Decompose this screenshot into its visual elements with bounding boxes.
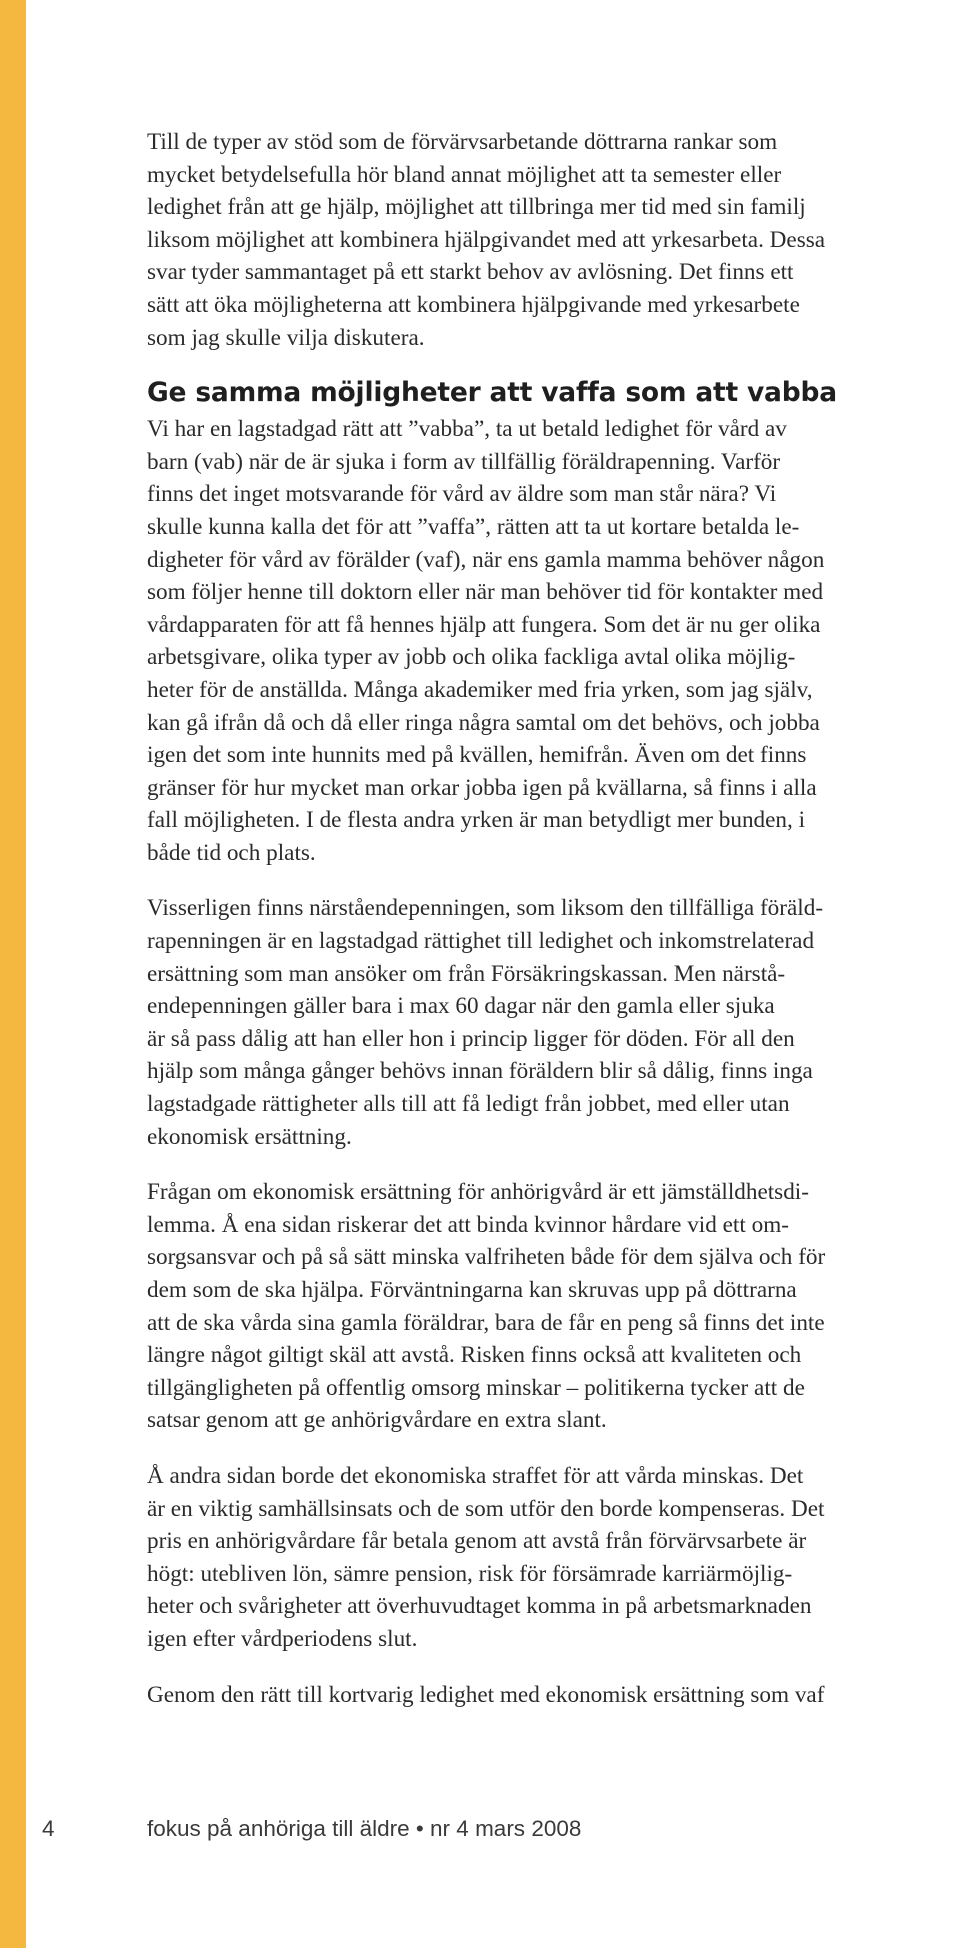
text-line: pris en anhörigvårdare får betala genom att avstå från förvärvsarbete är — [147, 1528, 807, 1555]
text-line: ersättning som man ansöker om från Försäkringskassan. Men närstå- — [147, 960, 786, 987]
paragraph-closing — [147, 1679, 960, 1712]
text-line: fall möjligheten. I de flesta andra yrken är man betydligt mer bunden, i — [147, 807, 806, 834]
accent-stripe — [0, 0, 26, 1948]
text-line: mycket betydelsefulla hör bland annat möjlighet att ta semester eller — [147, 161, 782, 188]
text-line: är en viktig samhällsinsats och de som utför den borde kompenseras. Det — [147, 1495, 825, 1522]
text-line: finns det inget motsvarande för vård av äldre som man står nära? Vi — [147, 481, 777, 508]
text-line: Visserligen finns närståendepenningen, som liksom den tillfälliga föräld- — [147, 895, 824, 922]
text-line: Vi har en lagstadgad rätt att ”vabba”, ta ut betald ledighet för vård av — [147, 416, 787, 443]
text-line: endepenningen gäller bara i max 60 dagar när den gamla eller sjuka — [147, 993, 775, 1020]
text-line: gränser för hur mycket man orkar jobba igen på kvällarna, så finns i alla — [147, 774, 817, 801]
paragraph-gap — [147, 354, 960, 377]
text-line: sätt att öka möjligheterna att kombinera hjälpgivande med yrkesarbete — [147, 291, 800, 318]
text-line: igen efter vårdperiodens slut. — [147, 1625, 418, 1652]
paragraph-narstaendepenning — [147, 892, 960, 1153]
paragraph-vaffa — [147, 413, 960, 869]
page-number: 4 — [42, 1816, 55, 1841]
section-heading: Ge samma möjligheter att vaffa som att vabba — [147, 377, 837, 409]
text-line: ekonomisk ersättning. — [147, 1123, 352, 1150]
paragraph-gap — [147, 869, 960, 892]
text-line: svar tyder sammantaget på ett starkt behov av avlösning. Det finns ett — [147, 259, 794, 286]
page-footer — [0, 1812, 960, 1846]
text-line: sorgsansvar och på så sätt minska valfriheten både för dem själva och för — [147, 1244, 826, 1271]
text-line: tillgängligheten på offentlig omsorg minskar – politikerna tycker att de — [147, 1374, 805, 1401]
text-line: som följer henne till doktorn eller när man behöver tid för kontakter med — [147, 579, 824, 606]
text-line: Å andra sidan borde det ekonomiska straffet för att vårda minskas. Det — [147, 1462, 804, 1489]
text-line: digheter för vård av förälder (vaf), när ens gamla mamma behöver någon — [147, 546, 825, 573]
paragraph-intro — [147, 126, 960, 354]
text-line: Till de typer av stöd som de förvärvsarbetande döttrarna rankar som — [147, 129, 778, 155]
text-line: heter för de anställda. Många akademiker med fria yrken, som jag själv, — [147, 676, 813, 703]
text-line: barn (vab) när de är sjuka i form av tillfällig föräldrapenning. Varför — [147, 448, 781, 475]
text-line: heter och svårigheter att överhuvudtaget komma in på arbetsmarknaden — [147, 1593, 812, 1620]
text-line: ledighet från att ge hjälp, möjlighet att tillbringa mer tid med sin familj — [147, 194, 806, 221]
text-line: igen det som inte hunnits med på kvällen, hemifrån. Även om det finns — [147, 742, 807, 769]
text-line: liksom möjlighet att kombinera hjälpgivandet med att yrkesarbeta. Dessa — [147, 226, 826, 253]
text-line: satsar genom att ge anhörigvårdare en extra slant. — [147, 1407, 607, 1434]
text-line: Frågan om ekonomisk ersättning för anhörigvård är ett jämställdhetsdi- — [147, 1179, 809, 1206]
text-line: kan gå ifrån då och då eller ringa några samtal om det behövs, och jobba — [147, 709, 820, 736]
paragraph-gap — [147, 1437, 960, 1460]
article-body — [147, 126, 960, 1711]
text-line: som jag skulle vilja diskutera. — [147, 324, 425, 351]
text-line: skulle kunna kalla det för att ”vaffa”, rätten att ta ut kortare betalda le- — [147, 513, 800, 540]
text-line: vårdapparaten för att få hennes hjälp att fungera. Som det är nu ger olika — [147, 611, 821, 638]
text-line: Genom den rätt till kortvarig ledighet med ekonomisk ersättning som vaf — [147, 1681, 825, 1708]
text-line: högt: utebliven lön, sämre pension, risk för försämrade karriärmöjlig- — [147, 1560, 793, 1587]
text-line: längre något giltigt skäl att avstå. Risken finns också att kvaliteten och — [147, 1342, 802, 1369]
paragraph-ekonomiska-straffet — [147, 1460, 960, 1656]
text-line: lagstadgade rättigheter alls till att få ledigt från jobbet, med eller utan — [147, 1091, 790, 1118]
text-line: dem som de ska hjälpa. Förväntningarna kan skruvas upp på döttrarna — [147, 1277, 797, 1303]
paragraph-gap — [147, 1153, 960, 1176]
paragraph-gap — [147, 1656, 960, 1679]
text-line: lemma. Å ena sidan riskerar det att binda kvinnor hårdare vid ett om- — [147, 1211, 789, 1238]
text-line: både tid och plats. — [147, 839, 316, 866]
text-line: rapenningen är en lagstadgad rättighet till ledighet och inkomstrelaterad — [147, 928, 815, 955]
text-line: är så pass dålig att han eller hon i princip ligger för döden. För all den — [147, 1025, 795, 1052]
running-title: fokus på anhöriga till äldre • nr 4 mars 2008 — [147, 1816, 582, 1841]
paragraph-jamstalldhet — [147, 1176, 960, 1437]
text-line: hjälp som många gånger behövs innan föräldern blir så dålig, finns inga — [147, 1058, 813, 1085]
text-line: att de ska vårda sina gamla föräldrar, bara de får en peng så finns det inte — [147, 1309, 825, 1336]
text-line: arbetsgivare, olika typer av jobb och olika fackliga avtal olika möjlig- — [147, 644, 796, 671]
